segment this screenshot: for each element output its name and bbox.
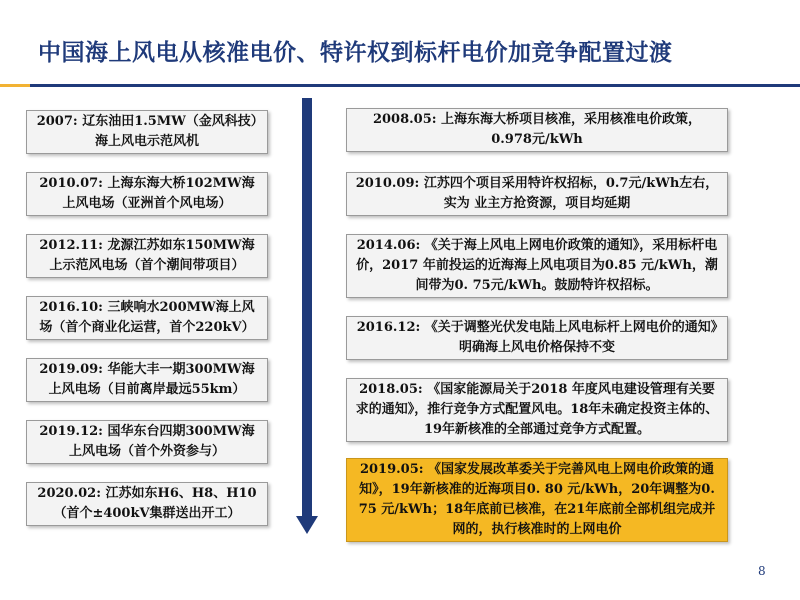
title-underline-accent [0,84,30,87]
milestone-box [26,358,268,402]
milestone-text: 2010.07: 上海东海大桥102MW海上风电场（亚洲首个风电场） [39,176,255,211]
policy-box [346,108,728,152]
policy-box [346,172,728,216]
policy-text: 2010.09: 江苏四个项目采用特许权招标，0.7元/kWh左右，实为 业主方抢资源，项目均延期 [355,176,719,211]
milestone-box [26,110,268,154]
milestone-box [26,172,268,216]
policy-box [346,378,728,442]
milestone-text: 2007: 辽东油田1.5MW（金风科技）海上风电示范风机 [36,114,258,149]
milestone-box [26,296,268,340]
milestone-box [26,482,268,526]
milestone-text: 2020.02: 江苏如东H6、H8、H10（首个±400kV集群送出开工） [37,486,257,521]
milestone-box [26,234,268,278]
timeline-arrow-shaft [302,98,312,518]
page-number: 8 [758,564,766,578]
milestone-text: 2016.10: 三峡响水200MW海上风场（首个商业化运营，首个220kV） [39,300,255,335]
title-bar [0,0,800,90]
milestone-text: 2019.12: 国华东台四期300MW海上风电场（首个外资参与） [39,424,255,459]
policy-box [346,316,728,360]
milestone-text: 2012.11: 龙源江苏如东150MW海上示范风电场（首个潮间带项目） [39,238,255,273]
milestone-box [26,420,268,464]
slide-title: 中国海上风电从核准电价、特许权到标杆电价加竞争配置过渡 [38,40,673,66]
title-underline [30,84,800,87]
policy-text: 2018.05: 《国家能源局关于2018 年度风电建设管理有关要求的通知》，推行竞争方式配置风电。18年未确定投资主体的、19年新核准的全部通过竞争方式配置。 [355,382,719,437]
policy-text: 2014.06: 《关于海上风电上网电价政策的通知》，采用标杆电价，2017 年前投运的近海海上风电项目为0.85 元/kWh，潮间带为0. 75元/kWh。鼓励特许权招标。 [356,238,718,293]
milestone-text: 2019.09: 华能大丰一期300MW海上风电场（目前离岸最远55km） [39,362,255,397]
policy-text: 2019.05: 《国家发展改革委关于完善风电上网电价政策的通知》，19年新核准的近海项目0. 80 元/kWh，20年调整为0. 75 元/kWh；18年底前已核准，在21年底前全部机组完成并网的，执行核准时的上网电价 [358,462,716,537]
policy-box-highlight [346,458,728,542]
policy-text: 2016.12: 《关于调整光伏发电陆上风电标杆上网电价的通知》明确海上风电价格保持不变 [356,320,718,355]
policy-box [346,234,728,298]
policy-text: 2008.05: 上海东海大桥项目核准，采用核准电价政策，0.978元/kWh [372,112,702,147]
timeline-arrow-head [296,516,318,534]
